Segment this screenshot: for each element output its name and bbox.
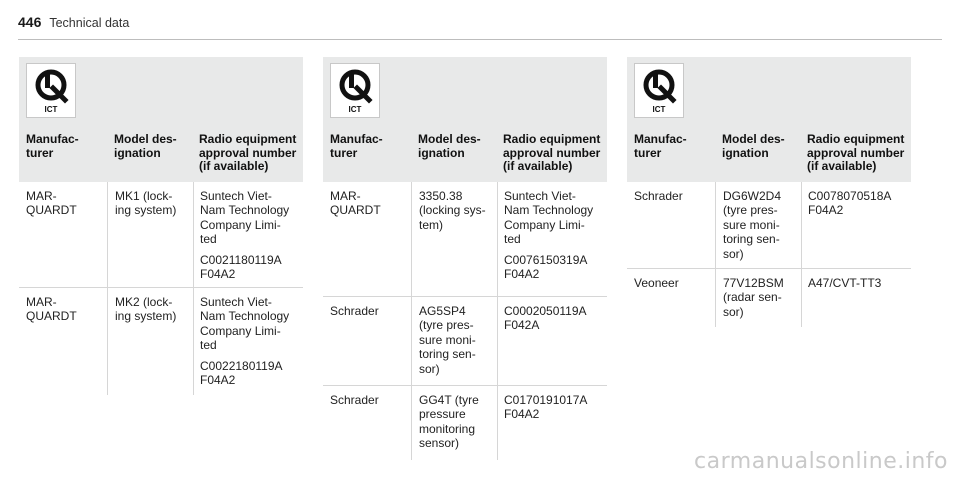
model-cell: 3350.38 (locking sys- tem) [419,189,486,232]
radio-approval-cell: Suntech Viet- Nam Technology Company Limi- ted [504,189,594,247]
svg-text:ICT: ICT [348,105,362,114]
table-row [19,288,303,395]
radio-approval-cell: C0170191017A F04A2 [504,393,588,422]
svg-text:ICT: ICT [44,105,58,114]
ict-certification-icon [26,63,76,118]
table-row [19,182,303,288]
radio-approval-cell: C0002050119A F042A [504,304,587,333]
approval-table-3 [627,57,911,327]
column-header-model: Model des- ignation [418,132,481,160]
approval-table-1 [19,57,303,395]
manufacturer-cell: Schrader [634,189,683,203]
radio-approval-cell: C0078070518A F04A2 [808,189,892,218]
manufacturer-cell: Veoneer [634,276,679,290]
radio-approval-cell: Suntech Viet- Nam Technology Company Limi- ted [200,295,290,353]
table-header [323,57,607,182]
column-header-radio-approval: Radio equipment approval number (if available) [807,132,905,173]
model-cell: MK2 (lock- ing system) [115,295,177,324]
table-row [323,297,607,386]
manufacturer-cell: Schrader [330,393,379,407]
column-header-manufacturer: Manufac- turer [26,132,79,160]
ict-certification-icon [330,63,380,118]
approval-table-2 [323,57,607,460]
table-header [19,57,303,182]
table-row [323,386,607,460]
radio-approval-number: C0022180119A F04A2 [200,358,283,388]
radio-approval-number: C0076150319A F04A2 [504,252,588,282]
section-title: Technical data [49,16,130,30]
column-header-radio-approval: Radio equipment approval number (if available) [199,132,297,173]
column-header-manufacturer: Manufac- turer [634,132,687,160]
ict-certification-icon [634,63,684,118]
model-cell: 77V12BSM (radar sen- sor) [723,276,784,319]
model-cell: AG5SP4 (tyre pres- sure moni- toring sen- sor) [419,304,476,376]
manufacturer-cell: MAR- QUARDT [26,295,77,324]
table-row [627,182,911,269]
page-number: 446 [18,14,42,30]
table-header [627,57,911,182]
table-row [627,269,911,327]
page-header [18,14,942,40]
manufacturer-cell: MAR- QUARDT [26,189,77,218]
radio-approval-cell: Suntech Viet- Nam Technology Company Limi- ted [200,189,290,247]
column-header-manufacturer: Manufac- turer [330,132,383,160]
column-header-model: Model des- ignation [722,132,785,160]
radio-approval-cell: A47/CVT-TT3 [808,276,882,290]
manufacturer-cell: Schrader [330,304,379,318]
column-header-radio-approval: Radio equipment approval number (if available) [503,132,601,173]
svg-text:ICT: ICT [652,105,666,114]
column-header-model: Model des- ignation [114,132,177,160]
radio-approval-number: C0021180119A F04A2 [200,252,282,282]
model-cell: GG4T (tyre pressure monitoring sensor) [419,393,479,451]
model-cell: MK1 (lock- ing system) [115,189,177,218]
manufacturer-cell: MAR- QUARDT [330,189,381,218]
watermark: carmanualsonline.info [694,449,948,474]
table-row [323,182,607,297]
model-cell: DG6W2D4 (tyre pres- sure moni- toring sen- sor) [723,189,782,261]
